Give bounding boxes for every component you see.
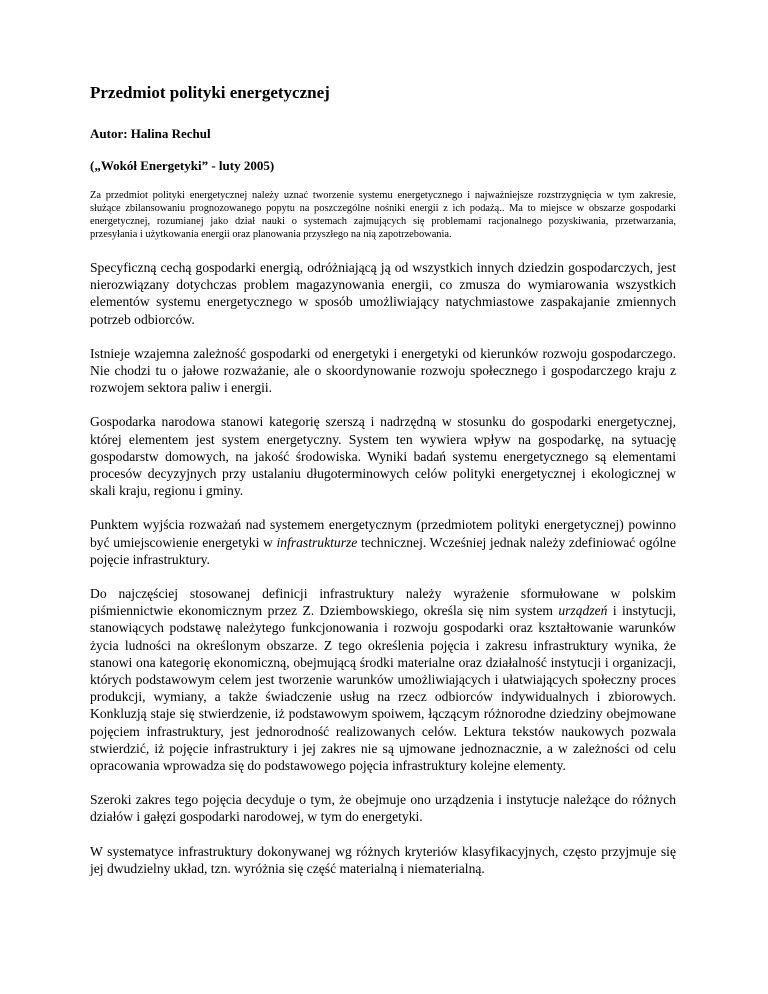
paragraph-4-text-b: technicznej. Wcześniej jednak należy zdefiniować ogólne pojęcie infrastruktury.: [90, 534, 676, 567]
paragraph-6: Szeroki zakres tego pojęcia decyduje o tym, że obejmuje ono urządzenia i instytucje należące do różnych działów i gałęzi gospodarki narodowej, w tym do energetyki.: [90, 792, 676, 825]
paragraph-4: [90, 516, 676, 568]
abstract: Za przedmiot polityki energetycznej należy uznać tworzenie systemu energetycznego i najważniejsze rozstrzygnięcia w tym zakresie, służące zbilansowaniu prognozowanego popytu na poszczególne nośniki energii z ich podażą.. Ma to miejsce w obszarze gospodarki energetycznej, rozumianej jako dział nauki o systemach zajmujących się problemami racjonalnego pozyskiwania, przetwarzania, przesyłania i użytkowania energii oraz planowania przyszłego na nią zapotrzebowania.: [90, 190, 676, 240]
paragraph-4-text-a: Punktem wyjścia rozważań nad systemem energetycznym (przedmiotem polityki energetycznej) powinno być umiejscowienie energetyki w: [90, 517, 676, 550]
source-line: („Wokół Energetyki” - luty 2005): [90, 158, 275, 173]
paragraph-5-emphasis: urządzeń: [558, 603, 608, 619]
paragraph-5-text-a: Do najczęściej stosowanej definicji infrastruktury należy wyrażenie sformułowane w polskim piśmiennictwie ekonomicznym przez Z. Dziembowskiego, określa się nim system: [90, 586, 676, 619]
paragraph-2: Istnieje wzajemna zależność gospodarki od energetyki i energetyki od kierunków rozwoju gospodarczego. Nie chodzi tu o jałowe rozważanie, ale o skoordynowanie rozwoju społecznego i gospodarczego kraju z rozwojem sektora paliw i energii.: [90, 345, 676, 396]
paragraph-5-text-b: i instytucji, stanowiących podstawę należytego funkcjonowania i rozwoju gospodarki oraz kształtowanie warunków życia ludności na określonym obszarze. Z tego określenia pojęcia i zakresu infrastruktury wynika, że stanowi ona kategorię ekonomiczną, obejmującą środki materialne oraz działalność instytucji i organizacji, których podstawowym celem jest tworzenie warunków umożliwiających i ułatwiających społeczny proces produkcji, wymiany, a także świadczenie usług na rzecz odbiorców indywidualnych i zbiorowych. Konkluzją staje się stwierdzenie, iż podstawowym spoiwem, łączącym różnorodne dziedziny obejmowane pojęciem infrastruktury, jest jednorodność realizowanych celów. Lektura tekstów naukowych pozwala stwierdzić, iż pojęcie infrastruktury i jej zakres nie są ujmowane jednoznacznie, a w zależności od celu opracowania wprowadza się do podstawowego pojęcia infrastruktury kolejne elementy.: [90, 603, 676, 774]
paragraph-3: Gospodarka narodowa stanowi kategorię szerszą i nadrzędną w stosunku do gospodarki energetycznej, której elementem jest system energetyczny. System ten wywiera wpływ na gospodarkę, na sytuację gospodarstw domowych, na jakość środowiska. Wyniki badań systemu energetycznego są elementami procesów decyzyjnych przy ustalaniu długoterminowych celów polityki energetycznej i ekologicznej w skali kraju, regionu i gminy.: [90, 414, 676, 499]
author-line: Autor: Halina Rechul: [90, 126, 211, 141]
document-page: [90, 82, 676, 894]
paragraph-4-emphasis: infrastrukturze: [276, 534, 358, 550]
document-title: Przedmiot polityki energetycznej: [90, 83, 330, 102]
paragraph-5: [90, 585, 676, 774]
paragraph-1: Specyficzną cechą gospodarki energią, odróżniającą ją od wszystkich innych dziedzin gospodarczych, jest nierozwiązany dotychczas problem magazynowania energii, co zmusza do wymiarowania wszystkich elementów systemu energetycznego w sposób umożliwiający natychmiastowe zaspakajanie zmiennych potrzeb odbiorców.: [90, 260, 676, 327]
paragraph-7: W systematyce infrastruktury dokonywanej wg różnych kryteriów klasyfikacyjnych, często przyjmuje się jej dwudzielny układ, tzn. wyróżnia się część materialną i niematerialną.: [90, 843, 676, 876]
